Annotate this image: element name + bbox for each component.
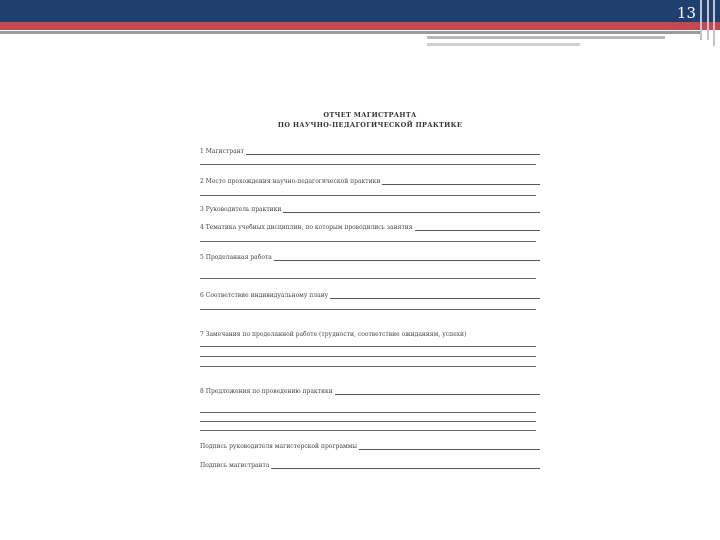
page-number: 13 xyxy=(676,4,696,22)
blank-line xyxy=(200,272,536,279)
field-course-topics xyxy=(200,224,540,232)
field-suggestions xyxy=(200,388,540,396)
header-vertical-line xyxy=(707,0,709,40)
blank-line xyxy=(200,189,536,196)
field-program-head-signature xyxy=(200,443,540,451)
field-label: Подпись руководителя магистерской программы xyxy=(200,443,358,450)
header-band xyxy=(0,0,720,22)
field-label: 5 Проделанная работа xyxy=(200,254,272,261)
blank-line xyxy=(200,350,536,357)
field-student-signature xyxy=(200,462,540,470)
blank-line xyxy=(200,158,536,165)
header-vertical-line xyxy=(700,0,702,40)
header-vertical-line xyxy=(713,0,715,46)
header-decor-line xyxy=(427,36,665,39)
field-supervisor xyxy=(200,206,540,214)
field-work-done xyxy=(200,254,540,262)
blank-line xyxy=(200,415,536,422)
field-label: 8 Предложения по проведению практики xyxy=(200,388,333,395)
field-label: Подпись магистранта xyxy=(200,462,270,469)
field-plan-compliance xyxy=(200,292,540,300)
blank-line xyxy=(200,406,536,413)
field-label: 7 Замечания по проделанной работе (трудности, соответствие ожиданиям, успехи) xyxy=(200,331,467,338)
field-label: 3 Руководитель практики xyxy=(200,206,282,213)
field-label: 2 Место прохождения научно-педагогической практики xyxy=(200,178,381,185)
header-decor-line-short xyxy=(427,43,580,46)
blank-line xyxy=(200,235,536,242)
form-title: ОТЧЕТ МАГИСТРАНТА xyxy=(323,111,417,119)
field-label: 1 Магистрант xyxy=(200,148,245,155)
form-subtitle: ПО НАУЧНО-ПЕДАГОГИЧЕСКОЙ ПРАКТИКЕ xyxy=(277,121,463,129)
field-label: 4 Тематика учебных дисциплин, по которым проводились занятия xyxy=(200,224,413,231)
field-remarks xyxy=(200,331,540,339)
field-label: 6 Соответствие индивидуальному плану xyxy=(200,292,329,299)
blank-line xyxy=(200,303,536,310)
header-divider xyxy=(0,31,700,34)
blank-line xyxy=(200,360,536,367)
blank-line xyxy=(200,424,536,431)
field-practice-place xyxy=(200,178,540,186)
header-accent-stripe xyxy=(0,22,720,30)
field-student xyxy=(200,148,540,156)
blank-line xyxy=(200,340,536,347)
